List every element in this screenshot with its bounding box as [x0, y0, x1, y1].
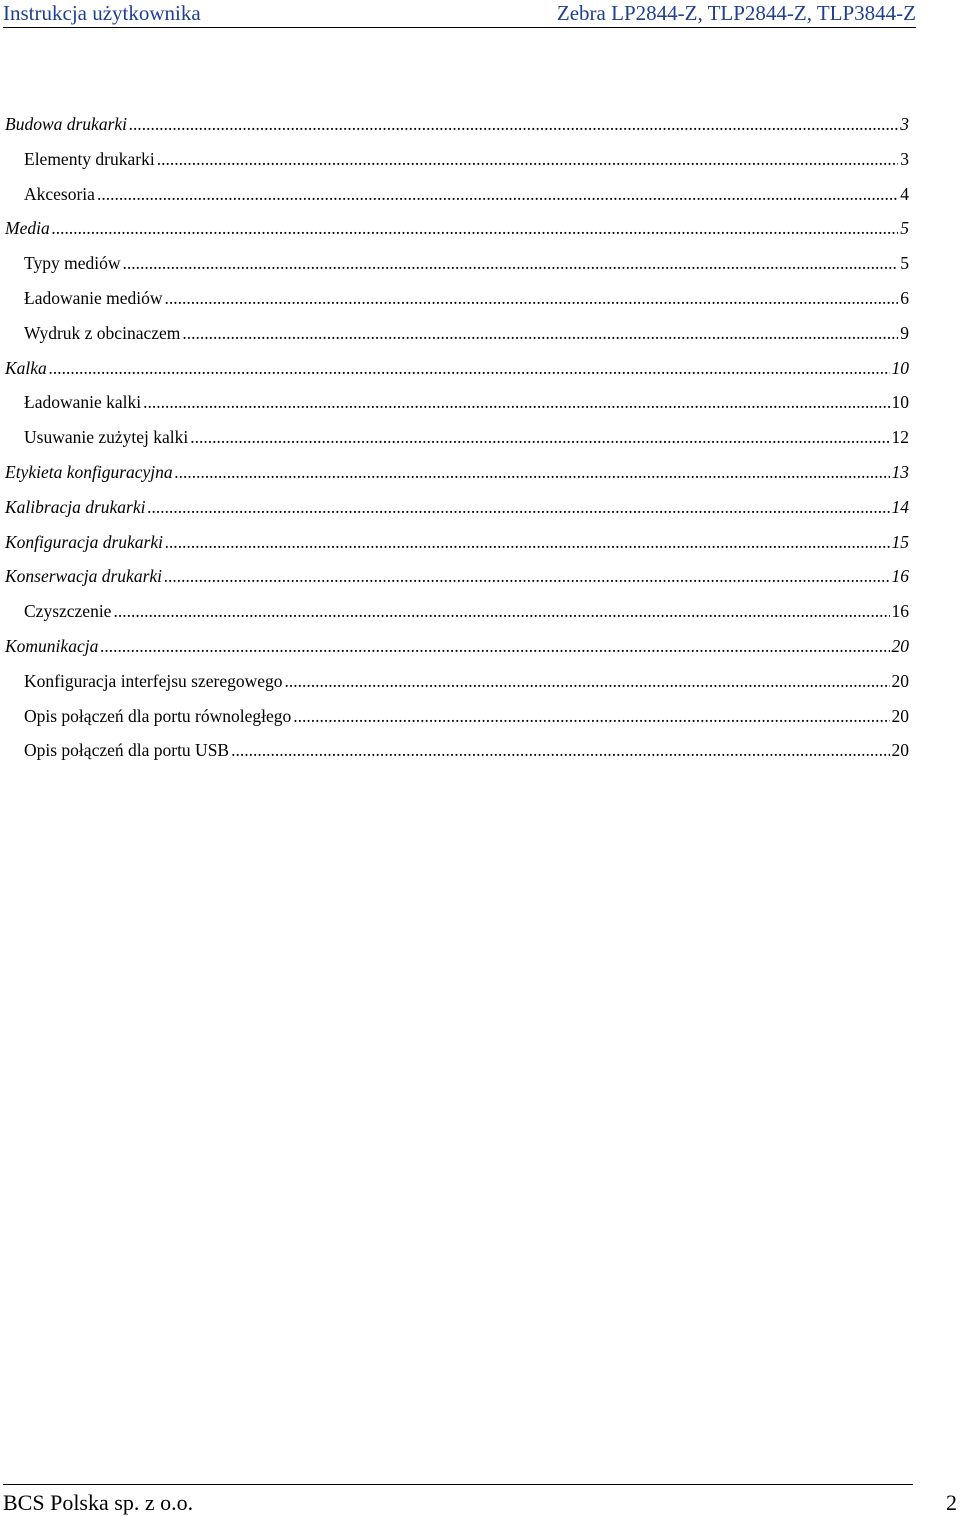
toc-leader-dots [182, 319, 898, 347]
toc-leader-dots [147, 493, 889, 521]
product-name: Zebra LP2844-Z, TLP2844-Z, TLP3844-Z [556, 1, 916, 25]
toc-entry-title: Opis połączeń dla portu równoległego [24, 705, 292, 726]
toc-entry-title: Konfiguracja interfejsu szeregowego [24, 670, 283, 691]
company-name: BCS Polska sp. z o.o. [3, 1490, 194, 1515]
page-number: 2 [946, 1490, 957, 1515]
toc-entry-page: 20 [891, 740, 909, 761]
toc-entry-title: Akcesoria [24, 183, 95, 204]
toc-entry[interactable] [5, 354, 909, 382]
toc-entry-title: Wydruk z obcinaczem [24, 322, 181, 343]
toc-entry[interactable] [24, 702, 909, 730]
toc-entry-title: Konfiguracja drukarki [5, 531, 163, 552]
toc-leader-dots [52, 214, 899, 242]
toc-leader-dots [97, 180, 898, 208]
toc-entry-page: 20 [891, 636, 909, 656]
toc-leader-dots [293, 702, 889, 730]
toc-leader-dots [157, 145, 899, 173]
toc-leader-dots [285, 667, 890, 695]
toc-entry[interactable] [5, 632, 909, 660]
toc-entry-title: Czyszczenie [24, 601, 112, 622]
toc-entry-title: Budowa drukarki [5, 114, 128, 134]
toc-entry-page: 16 [891, 601, 909, 622]
page-footer [3, 1484, 957, 1517]
toc-entry[interactable] [24, 145, 909, 173]
toc-entry-page: 12 [891, 427, 909, 448]
toc-entry[interactable] [24, 388, 909, 416]
toc-entry-title: Kalka [5, 357, 47, 378]
toc-entry[interactable] [5, 110, 909, 138]
toc-entry[interactable] [24, 736, 909, 764]
toc-entry-page: 20 [891, 705, 909, 726]
toc-entry[interactable] [24, 249, 909, 277]
toc-leader-dots [143, 388, 889, 416]
toc-entry-title: Elementy drukarki [24, 148, 155, 169]
toc-entry-page: 4 [900, 183, 909, 204]
toc-entry-title: Ładowanie mediów [24, 288, 163, 308]
toc-entry-title: Etykieta konfiguracyjna [5, 462, 173, 482]
toc-entry-page: 5 [900, 218, 909, 239]
toc-entry-page: 5 [900, 253, 909, 274]
toc-entry[interactable] [24, 423, 909, 451]
toc-entry[interactable] [5, 458, 909, 486]
toc-entry[interactable] [5, 214, 909, 242]
toc-leader-dots [175, 458, 890, 486]
toc-entry-page: 6 [900, 288, 909, 308]
toc-leader-dots [129, 110, 898, 138]
toc-leader-dots [122, 249, 898, 277]
page-header [3, 0, 916, 28]
toc-leader-dots [49, 354, 890, 382]
toc-leader-dots [113, 597, 889, 625]
toc-entry-page: 3 [900, 148, 909, 169]
toc-entry-title: Opis połączeń dla portu USB [24, 740, 230, 761]
document-title: Instrukcja użytkownika [3, 1, 201, 25]
toc-leader-dots [165, 284, 899, 312]
toc-leader-dots [165, 528, 890, 556]
toc-entry-page: 10 [891, 357, 909, 378]
toc-entry-title: Konserwacja drukarki [5, 566, 163, 587]
footer-divider [3, 1484, 913, 1485]
toc-entry-title: Komunikacja [5, 636, 99, 656]
toc-leader-dots [231, 736, 889, 764]
toc-leader-dots [100, 632, 889, 660]
toc-entry-page: 16 [891, 566, 909, 587]
toc-entry[interactable] [24, 667, 909, 695]
toc-leader-dots [164, 562, 889, 590]
toc-entry[interactable] [24, 319, 909, 347]
toc-entry[interactable] [24, 597, 909, 625]
toc-entry-title: Ładowanie kalki [24, 392, 142, 413]
toc-entry-title: Typy mediów [24, 253, 121, 274]
toc-entry-title: Media [5, 218, 50, 239]
toc-entry-page: 9 [900, 322, 909, 343]
toc-entry-title: Kalibracja drukarki [5, 496, 146, 517]
toc-entry[interactable] [5, 528, 909, 556]
toc-entry[interactable] [24, 284, 909, 312]
toc-entry-page: 15 [891, 531, 909, 552]
toc-entry-page: 20 [891, 670, 909, 691]
toc-entry[interactable] [5, 562, 909, 590]
toc-entry-page: 13 [891, 462, 909, 482]
toc-entry[interactable] [24, 180, 909, 208]
toc-entry-page: 3 [900, 114, 909, 134]
toc-entry[interactable] [5, 493, 909, 521]
toc-entry-page: 14 [891, 496, 909, 517]
toc-entry-page: 10 [891, 392, 909, 413]
toc-entry-title: Usuwanie zużytej kalki [24, 427, 189, 448]
toc-leader-dots [190, 423, 889, 451]
